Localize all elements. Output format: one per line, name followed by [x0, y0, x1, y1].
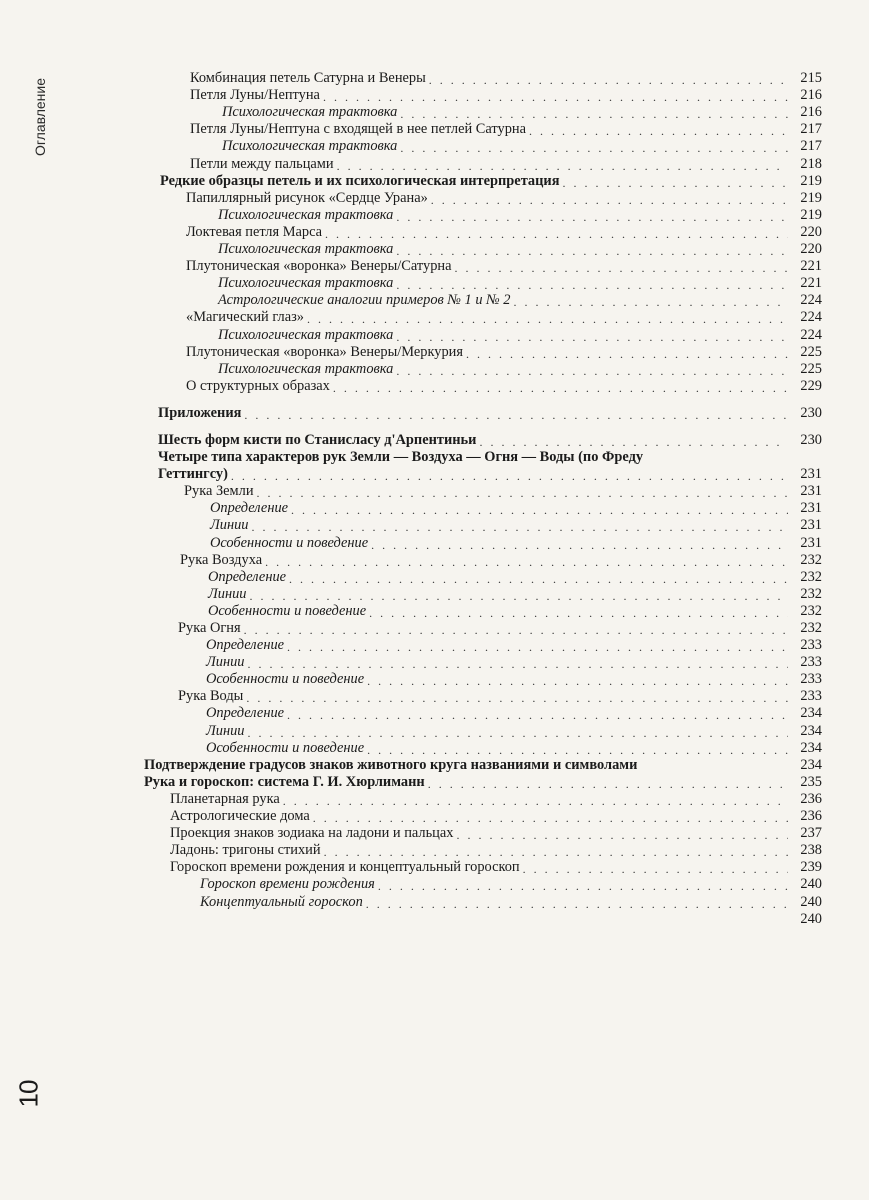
toc-entry-title: Астрологические аналогии примеров № 1 и № 2 — [218, 292, 511, 309]
toc-entry[interactable] — [140, 705, 822, 722]
toc-entry[interactable] — [140, 104, 822, 121]
toc-dot-leader — [563, 176, 788, 190]
toc-entry[interactable] — [140, 876, 822, 893]
toc-entry[interactable] — [140, 275, 822, 292]
toc-entry[interactable] — [140, 70, 822, 87]
toc-dot-leader — [244, 408, 788, 422]
toc-entry-title: Психологическая трактовка — [218, 206, 394, 223]
toc-entry-page: 230 — [800, 431, 822, 448]
toc-entry-title: Редкие образцы петель и их психологическая интерпретация — [160, 172, 560, 189]
toc-dot-leader — [367, 743, 788, 757]
toc-entry-page: 219 — [800, 189, 822, 206]
toc-entry-page: 230 — [800, 404, 822, 421]
page-number-text: 10 — [13, 1080, 44, 1108]
toc-entry[interactable] — [140, 138, 822, 155]
toc-entry-title: Особенности и поведение — [206, 671, 365, 688]
toc-entry[interactable] — [140, 344, 822, 361]
toc-entry-title: Четыре типа характеров рук Земли — Воздуха — Огня — Воды (по Фреду — [158, 449, 644, 466]
toc-entry-title: Линии — [210, 517, 249, 534]
toc-entry-title: Концептуальный гороскоп — [200, 893, 363, 910]
side-section-label — [30, 62, 50, 172]
toc-entry-page: 234 — [800, 739, 822, 756]
toc-entry-page: 234 — [800, 705, 822, 722]
toc-dot-leader — [247, 657, 788, 671]
toc-entry[interactable] — [140, 292, 822, 309]
toc-entry-title: Шесть форм кисти по Станисласу д'Арпентиньи — [158, 431, 477, 448]
toc-dot-leader — [324, 845, 788, 859]
toc-dot-leader — [400, 107, 788, 121]
toc-dot-leader — [371, 538, 788, 552]
toc-dot-leader — [369, 606, 788, 620]
toc-entry[interactable] — [140, 432, 822, 449]
toc-dot-leader — [307, 312, 788, 326]
toc-entry-title: Локтевая петля Марса — [186, 223, 323, 240]
toc-entry-page: 219 — [800, 206, 822, 223]
toc-entry-title: Приложения — [158, 404, 242, 421]
toc-entry[interactable] — [140, 808, 822, 825]
toc-entry[interactable] — [140, 671, 822, 688]
toc-entry-title: Петля Луны/Нептуна с входящей в нее петлей Сатурна — [190, 121, 526, 138]
toc-dot-leader — [287, 708, 788, 722]
toc-entry-title: Ладонь: тригоны стихий — [170, 842, 321, 859]
toc-dot-leader — [396, 330, 788, 344]
toc-entry[interactable] — [140, 378, 822, 395]
toc-dot-leader — [454, 261, 788, 275]
toc-entry[interactable] — [140, 449, 822, 466]
toc-entry-page: 232 — [800, 620, 822, 636]
toc-entry-page: 233 — [800, 688, 822, 705]
toc-entry[interactable] — [140, 483, 822, 500]
toc-entry[interactable] — [140, 207, 822, 224]
toc-dot-leader — [231, 469, 788, 483]
toc-entry-page: 232 — [800, 568, 822, 585]
toc-entry[interactable] — [140, 859, 822, 876]
toc-entry[interactable] — [140, 258, 822, 275]
toc-entry-title: Определение — [208, 568, 287, 585]
toc-entry[interactable] — [140, 757, 822, 774]
toc-entry[interactable] — [140, 552, 822, 569]
toc-entry-title: Психологическая трактовка — [218, 360, 394, 377]
toc-entry-page: 225 — [800, 343, 822, 360]
toc-entry[interactable] — [140, 569, 822, 586]
toc-dot-leader — [247, 726, 788, 740]
toc-dot-leader — [514, 295, 789, 309]
toc-entry[interactable] — [140, 740, 822, 757]
toc-entry-title: Психологическая трактовка — [218, 326, 394, 343]
toc-dot-leader — [313, 811, 788, 825]
toc-dot-leader — [456, 828, 788, 842]
toc-dot-leader — [400, 141, 788, 155]
toc-entry-page: 224 — [800, 292, 822, 309]
toc-entry-page: 232 — [800, 602, 822, 619]
toc-entry-page: 217 — [800, 138, 822, 155]
toc-dot-leader — [523, 862, 788, 876]
toc-entry[interactable] — [140, 121, 822, 138]
toc-entry-title: Линии — [206, 722, 245, 739]
toc-entry[interactable] — [140, 637, 822, 654]
toc-dot-leader — [283, 794, 788, 808]
toc-entry[interactable] — [140, 361, 822, 378]
toc-entry-title: О структурных образах — [186, 377, 330, 394]
toc-entry-page: 219 — [800, 172, 822, 189]
toc-entry-page: 231 — [800, 483, 822, 500]
toc-entry[interactable] — [140, 155, 822, 172]
toc-entry[interactable] — [140, 500, 822, 517]
toc-entry[interactable] — [140, 534, 822, 551]
toc-entry[interactable] — [140, 688, 822, 705]
toc-entry-page: 221 — [800, 258, 822, 275]
toc-entry-title: Психологическая трактовка — [222, 104, 398, 121]
toc-entry-page: 237 — [800, 825, 822, 842]
toc-dot-leader — [466, 347, 788, 361]
toc-entry[interactable] — [140, 654, 822, 671]
toc-entry[interactable] — [140, 466, 822, 483]
toc-entry[interactable] — [140, 586, 822, 603]
toc-dot-leader — [367, 674, 788, 688]
toc-dot-leader — [244, 623, 788, 637]
toc-entry-page: 231 — [800, 517, 822, 534]
toc-entry[interactable] — [140, 893, 822, 910]
toc-dot-leader — [251, 520, 788, 534]
toc-entry-title: Линии — [206, 654, 245, 671]
toc-entry-title: Линии — [208, 585, 247, 602]
toc-entry[interactable] — [140, 517, 822, 534]
toc-entry-title: Рука Воды — [178, 688, 244, 705]
toc-dot-leader — [257, 486, 788, 500]
toc-entry-page: 220 — [800, 223, 822, 240]
toc-entry-title: Плутоническая «воронка» Венеры/Сатурна — [186, 258, 452, 275]
toc-entry-page: 231 — [800, 466, 822, 483]
toc-entry-title: Планетарная рука — [170, 790, 280, 807]
toc-entry-page: 235 — [800, 773, 822, 790]
toc-entry-title: Особенности и поведение — [210, 534, 369, 551]
toc-entry[interactable] — [140, 173, 822, 190]
toc-entry-page: 239 — [800, 859, 822, 876]
toc-entry-title: Рука Огня — [178, 620, 241, 636]
toc-entry[interactable] — [140, 911, 822, 928]
toc-entry-page: 217 — [800, 121, 822, 138]
toc-dot-leader — [323, 90, 788, 104]
toc-entry-title: Подтверждение градусов знаков животного круга названиями и символами — [144, 756, 638, 773]
toc-entry-page: 233 — [800, 654, 822, 671]
toc-entry-title: Определение — [206, 637, 285, 654]
toc-entry-page: 218 — [800, 155, 822, 172]
toc-entry-title: Геттингсу) — [158, 466, 228, 483]
toc-entry-title: Определение — [210, 500, 289, 517]
toc-entry-title: Петля Луны/Нептуна — [190, 87, 320, 104]
toc-dot-leader — [291, 503, 788, 517]
toc-dot-leader — [378, 879, 788, 893]
toc-dot-leader — [337, 159, 788, 173]
toc-entry[interactable] — [140, 603, 822, 620]
toc-entry-title: Особенности и поведение — [208, 602, 367, 619]
toc-dot-leader — [396, 278, 788, 292]
toc-entry-title: Гороскоп времени рождения и концептуальный гороскоп — [170, 859, 520, 876]
toc-entry-page: 229 — [800, 377, 822, 394]
toc-entry-title: Определение — [206, 705, 285, 722]
toc-entry-title: Рука Воздуха — [180, 551, 263, 568]
toc-entry-page: 240 — [800, 893, 822, 910]
toc-entry[interactable] — [140, 825, 822, 842]
toc-dot-leader — [289, 572, 788, 586]
toc-spacer — [140, 395, 822, 405]
toc-entry-page: 233 — [800, 671, 822, 688]
toc-dot-leader — [265, 555, 788, 569]
toc-entry[interactable] — [140, 190, 822, 207]
toc-entry-page: 240 — [800, 876, 822, 893]
toc-entry-page: 232 — [800, 551, 822, 568]
toc-entry[interactable] — [140, 224, 822, 241]
toc-entry-title: Гороскоп времени рождения — [200, 876, 375, 893]
toc-entry-page: 216 — [800, 104, 822, 121]
toc-entry-title: Рука и гороскоп: система Г. И. Хюрлиманн — [144, 773, 425, 790]
toc-dot-leader — [287, 640, 788, 654]
toc-dot-leader — [396, 244, 788, 258]
toc-entry-page: 224 — [800, 326, 822, 343]
toc-entry-page: 231 — [800, 500, 822, 517]
toc-dot-leader — [396, 364, 788, 378]
toc-entry-page: 220 — [800, 241, 822, 258]
toc-entry-title: Рука Земли — [184, 483, 254, 500]
toc-entry-title: Плутоническая «воронка» Венеры/Меркурия — [186, 343, 463, 360]
toc-entry-page: 238 — [800, 842, 822, 859]
toc-entry-page: 224 — [800, 309, 822, 326]
toc-dot-leader — [366, 897, 788, 911]
toc-entry-title: Комбинация петель Сатурна и Венеры — [190, 70, 426, 87]
toc-entry[interactable] — [140, 774, 822, 791]
table-of-contents — [140, 70, 822, 928]
toc-entry[interactable] — [140, 842, 822, 859]
toc-entry-title: Астрологические дома — [170, 808, 310, 825]
toc-dot-leader — [333, 381, 788, 395]
toc-dot-leader — [529, 124, 788, 138]
toc-entry-title: Психологическая трактовка — [222, 138, 398, 155]
page-number — [14, 1077, 44, 1111]
toc-entry-page: 236 — [800, 790, 822, 807]
toc-entry-page: 236 — [800, 808, 822, 825]
toc-entry[interactable] — [140, 722, 822, 739]
toc-dot-leader — [325, 227, 788, 241]
toc-dot-leader — [431, 193, 788, 207]
toc-dot-leader — [249, 589, 788, 603]
toc-entry-title: Проекция знаков зодиака на ладони и пальцах — [170, 825, 454, 842]
toc-entry-page: 216 — [800, 87, 822, 104]
toc-entry-page: 221 — [800, 275, 822, 292]
toc-entry-page: 225 — [800, 360, 822, 377]
side-section-label-text: Оглавление — [32, 77, 48, 157]
toc-dot-leader — [479, 435, 788, 449]
toc-entry[interactable] — [140, 405, 822, 422]
toc-entry-title: Особенности и поведение — [206, 739, 365, 756]
toc-dot-leader — [429, 73, 788, 87]
toc-entry-title: Петли между пальцами — [190, 155, 334, 172]
toc-entry-page: 233 — [800, 637, 822, 654]
toc-entry[interactable] — [140, 326, 822, 343]
toc-dot-leader — [428, 777, 788, 791]
toc-dot-leader — [396, 210, 788, 224]
toc-entry-page: 234 — [800, 756, 822, 773]
toc-entry-page: 232 — [800, 585, 822, 602]
toc-entry[interactable] — [140, 309, 822, 326]
toc-entry-title: Психологическая трактовка — [218, 241, 394, 258]
toc-entry-title: Папиллярный рисунок «Сердце Урана» — [186, 189, 428, 206]
toc-entry-title: «Магический глаз» — [186, 309, 304, 326]
toc-entry-page: 231 — [800, 534, 822, 551]
toc-entry[interactable] — [140, 241, 822, 258]
toc-spacer — [140, 422, 822, 432]
toc-entry[interactable] — [140, 791, 822, 808]
toc-entry-title: Психологическая трактовка — [218, 275, 394, 292]
toc-dot-leader — [246, 691, 788, 705]
toc-entry-page: 234 — [800, 722, 822, 739]
toc-entry-page: 240 — [800, 910, 822, 927]
toc-entry-page: 215 — [800, 70, 822, 87]
toc-entry[interactable] — [140, 620, 822, 637]
toc-entry[interactable] — [140, 87, 822, 104]
